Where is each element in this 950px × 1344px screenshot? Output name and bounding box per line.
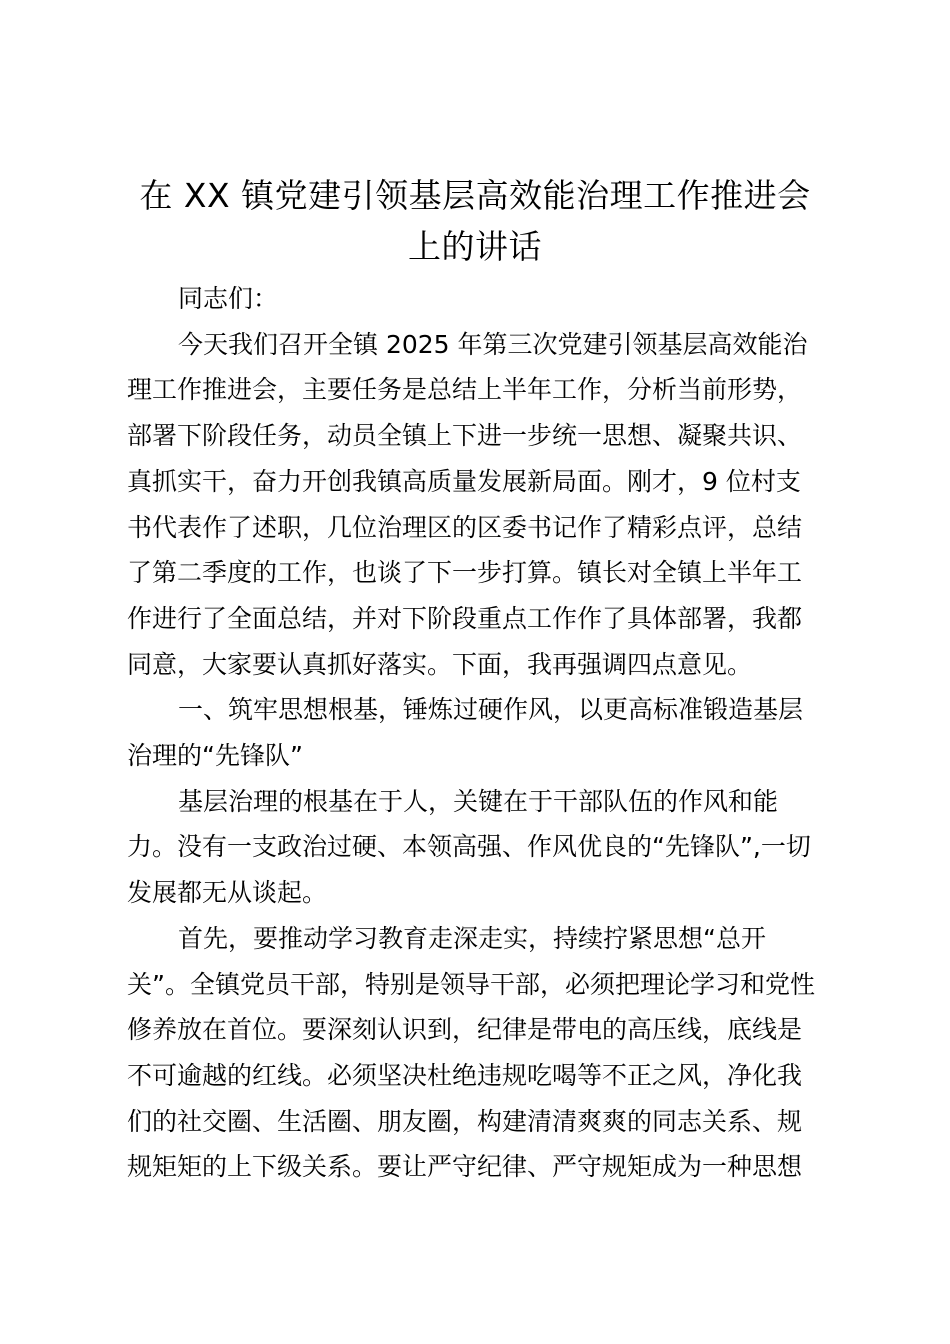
paragraph-line: 规矩矩的上下级关系。要让严守纪律、严守规矩成为一种思想 — [127, 1152, 803, 1182]
paragraph-line: 关”。全镇党员干部，特别是领导干部，必须把理论学习和党性 — [127, 969, 815, 999]
paragraph-line: 不可逾越的红线。必须坚决杜绝违规吃喝等不正之风，净化我 — [127, 1060, 803, 1090]
paragraph-line: 理工作推进会，主要任务是总结上半年工作，分析当前形势， — [127, 375, 803, 405]
section-heading-line: 治理的“先锋队” — [127, 741, 303, 771]
paragraph-line: 作进行了全面总结，并对下阶段重点工作作了具体部署，我都 — [127, 603, 803, 633]
paragraph-line: 基层治理的根基在于人，关键在于干部队伍的作风和能 — [178, 786, 779, 816]
section-heading-line: 一、筑牢思想根基，锤炼过硬作风，以更高标准锻造基层 — [178, 695, 804, 725]
paragraph-line: 发展都无从谈起。 — [127, 878, 328, 908]
paragraph-line: 修养放在首位。要深刻认识到，纪律是带电的高压线，底线是 — [127, 1015, 803, 1045]
paragraph-line: 们的社交圈、生活圈、朋友圈，构建清清爽爽的同志关系、规 — [127, 1106, 803, 1136]
paragraph-line: 书代表作了述职，几位治理区的区委书记作了精彩点评，总结 — [127, 512, 803, 542]
document-title — [120, 170, 830, 272]
paragraph-line: 力。没有一支政治过硬、本领高强、作风优良的“先锋队”,一切 — [127, 832, 811, 862]
paragraph-line: 同意，大家要认真抓好落实。下面，我再强调四点意见。 — [127, 649, 753, 679]
paragraph-line: 首先，要推动学习教育走深走实，持续拧紧思想“总开 — [178, 923, 766, 953]
title-line-2: 上的讲话 — [408, 227, 542, 266]
document-body — [127, 276, 833, 1190]
paragraph-line: 了第二季度的工作，也谈了下一步打算。镇长对全镇上半年工 — [127, 558, 803, 588]
paragraph-line: 今天我们召开全镇 2025 年第三次党建引领基层高效能治 — [178, 329, 808, 359]
paragraph-line: 部署下阶段任务，动员全镇上下进一步统一思想、凝聚共识、 — [127, 421, 803, 451]
salutation: 同志们： — [178, 284, 279, 313]
paragraph-line: 真抓实干，奋力开创我镇高质量发展新局面。刚才，9 位村支 — [127, 466, 801, 496]
title-line-1: 在 XX 镇党建引领基层高效能治理工作推进会 — [139, 176, 811, 215]
